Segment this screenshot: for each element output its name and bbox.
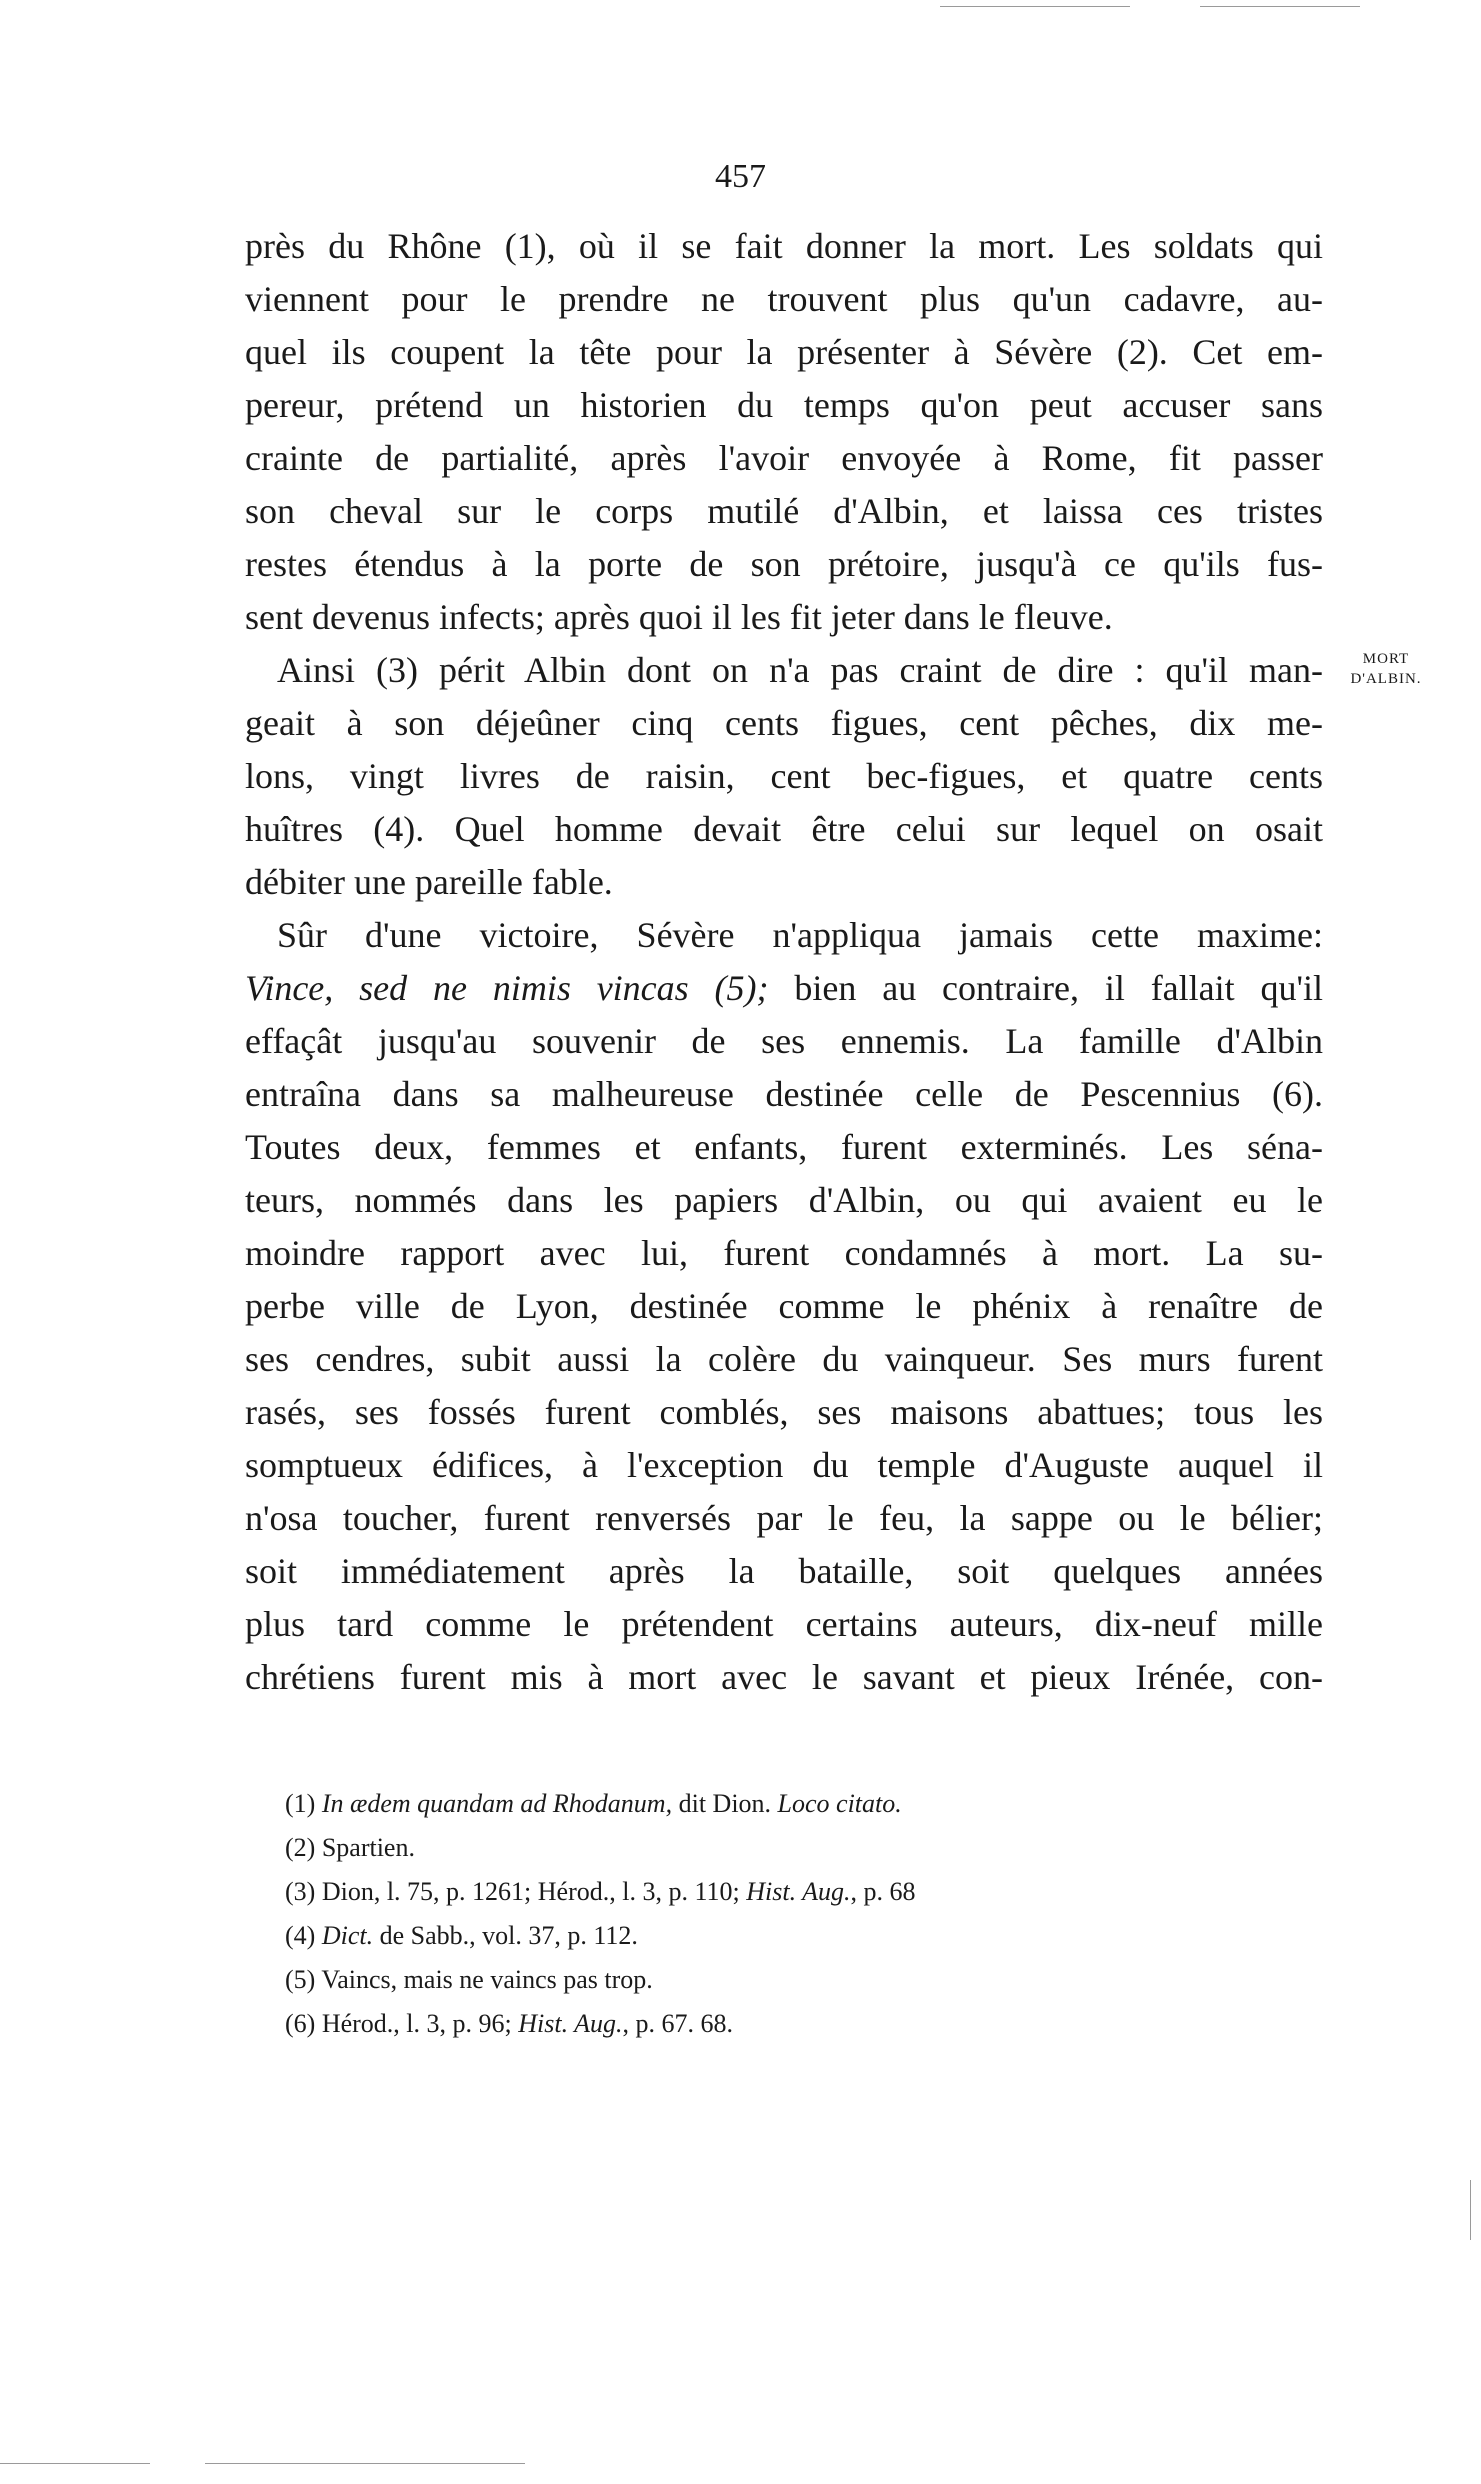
margin-note-line: D'ALBIN. — [1350, 671, 1422, 687]
page-number: 457 — [715, 158, 766, 195]
text-line: ses cendres, subit aussi la colère du vainqueur. Ses murs furent — [245, 1339, 1323, 1379]
text-line: rasés, ses fossés furent comblés, ses maisons abattues; tous les — [245, 1392, 1323, 1432]
text-line: son cheval sur le corps mutilé d'Albin, et laissa ces tristes — [245, 491, 1323, 531]
footnote-mark: (2) — [285, 1833, 316, 1862]
text-line-mixed — [245, 962, 1323, 1015]
scan-artifact-top-2 — [1200, 6, 1360, 7]
body-text — [245, 220, 1323, 1704]
footnote-italic: Loco citato. — [777, 1789, 902, 1818]
footnote-text: Spartien. — [321, 1833, 415, 1862]
text-line: près du Rhône (1), où il se fait donner la mort. Les soldats qui — [245, 226, 1323, 266]
text-line: lons, vingt livres de raisin, cent bec-figues, et quatre cents — [245, 756, 1323, 796]
footnote-italic: In ædem quandam ad Rhodanum, — [321, 1789, 673, 1818]
text-line: chrétiens furent mis à mort avec le savant et pieux Irénée, con- — [245, 1657, 1323, 1697]
scan-artifact-bottom-2 — [205, 2463, 525, 2464]
footnote-italic: Dict. — [321, 1921, 374, 1950]
text-line: viennent pour le prendre ne trouvent plus qu'un cadavre, au- — [245, 279, 1323, 319]
footnote-italic: Hist. Aug. — [518, 2009, 623, 2038]
footnote-text: Vaincs, mais ne vaincs pas trop. — [321, 1965, 653, 1994]
text-line: restes étendus à la porte de son prétoire, jusqu'à ce qu'ils fus- — [245, 544, 1323, 584]
footnote-mark: (6) — [285, 2009, 316, 2038]
margin-note-line: MORT — [1362, 651, 1410, 667]
footnote — [285, 1826, 1325, 1870]
text-line: plus tard comme le prétendent certains auteurs, dix-neuf mille — [245, 1604, 1323, 1644]
footnote-text: dit Dion. — [672, 1789, 778, 1818]
footnote-text: Dion, l. 75, p. 1261; Hérod., l. 3, p. 110; — [321, 1877, 747, 1906]
footnote-mark: (4) — [285, 1921, 316, 1950]
text-line: n'osa toucher, furent renversés par le feu, la sappe ou le bélier; — [245, 1498, 1323, 1538]
scan-artifact-right — [1470, 2180, 1471, 2240]
latin-maxim: Vince, sed ne nimis vincas (5); — [245, 968, 769, 1008]
footnote — [285, 1914, 1325, 1958]
scan-artifact-bottom — [0, 2463, 150, 2464]
footnote-text: , p. 67. 68. — [622, 2009, 734, 2038]
footnotes — [285, 1782, 1325, 2046]
footnote — [285, 2002, 1325, 2046]
footnote-text: , p. 68 — [850, 1877, 916, 1906]
text-line: soit immédiatement après la bataille, soit quelques années — [245, 1551, 1323, 1591]
footnote-mark: (5) — [285, 1965, 316, 1994]
text-line: huîtres (4). Quel homme devait être celui sur lequel on osait — [245, 809, 1323, 849]
footnote-text: de Sabb., vol. 37, p. 112. — [373, 1921, 638, 1950]
footnote-mark: (1) — [285, 1789, 316, 1818]
footnote-italic: Hist. Aug. — [746, 1877, 851, 1906]
text-line: perbe ville de Lyon, destinée comme le phénix à renaître de — [245, 1286, 1323, 1326]
text-line: entraîna dans sa malheureuse destinée celle de Pescennius (6). — [245, 1074, 1323, 1114]
text-line: crainte de partialité, après l'avoir envoyée à Rome, fit passer — [245, 438, 1323, 478]
text-line: moindre rapport avec lui, furent condamnés à mort. La su- — [245, 1233, 1323, 1273]
footnote-mark: (3) — [285, 1877, 316, 1906]
text-line: Ainsi (3) périt Albin dont on n'a pas craint de dire : qu'il man- — [277, 650, 1323, 690]
text-line: geait à son déjeûner cinq cents figues, cent pêches, dix me- — [245, 703, 1323, 743]
scan-artifact-top — [940, 6, 1130, 7]
text-line: somptueux édifices, à l'exception du temple d'Auguste auquel il — [245, 1445, 1323, 1485]
footnote — [285, 1870, 1325, 1914]
margin-note — [1338, 649, 1434, 689]
text-line: débiter une pareille fable. — [245, 862, 613, 902]
text-line: Toutes deux, femmes et enfants, furent exterminés. Les séna- — [245, 1127, 1323, 1167]
text-line: Sûr d'une victoire, Sévère n'appliqua jamais cette maxime: — [277, 915, 1323, 955]
footnote — [285, 1782, 1325, 1826]
footnote-text: Hérod., l. 3, p. 96; — [321, 2009, 519, 2038]
text-line: pereur, prétend un historien du temps qu'on peut accuser sans — [245, 385, 1323, 425]
text-line: effaçât jusqu'au souvenir de ses ennemis. La famille d'Albin — [245, 1021, 1323, 1061]
text-line: quel ils coupent la tête pour la présenter à Sévère (2). Cet em- — [245, 332, 1323, 372]
text-line-rest: bien au contraire, il fallait qu'il — [794, 968, 1324, 1008]
text-line: teurs, nommés dans les papiers d'Albin, ou qui avaient eu le — [245, 1180, 1323, 1220]
footnote — [285, 1958, 1325, 2002]
text-line: sent devenus infects; après quoi il les fit jeter dans le fleuve. — [245, 597, 1113, 637]
